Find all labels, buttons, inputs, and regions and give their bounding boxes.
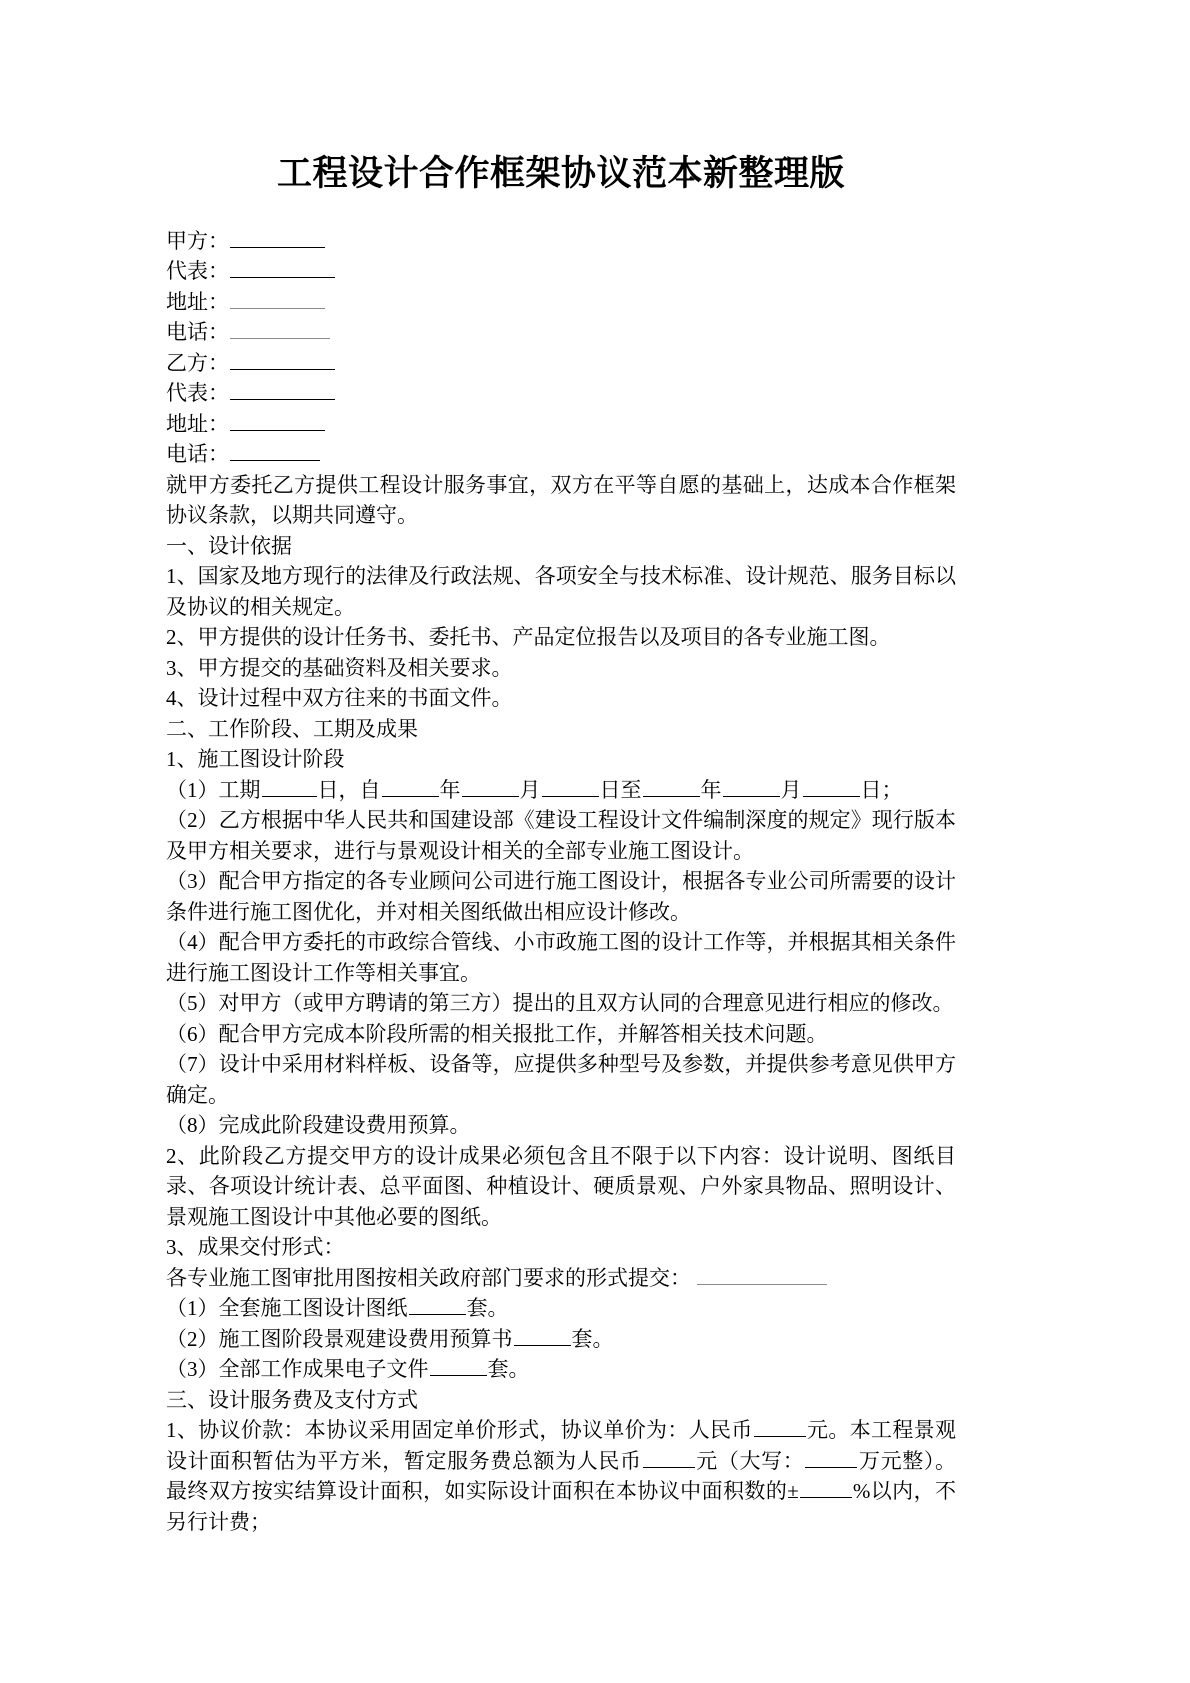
- party-field-blank[interactable]: [230, 257, 335, 278]
- duration-seg1: 日，自: [317, 777, 381, 802]
- end-year-blank[interactable]: [643, 776, 700, 797]
- duration-line: [166, 775, 956, 806]
- party-field-blank[interactable]: [230, 227, 325, 248]
- party-field-label: 电话：: [166, 320, 229, 345]
- party-field-row: [166, 409, 956, 440]
- delivery-item-line: [166, 1354, 956, 1385]
- party-field-label: 甲方：: [166, 228, 229, 253]
- party-field-row: [166, 439, 956, 470]
- delivery-item-suffix: 套。: [487, 1357, 530, 1382]
- price-clause-part5: %以内，不另行计费；: [166, 1479, 956, 1534]
- party-field-blank[interactable]: [230, 410, 325, 431]
- end-day-blank[interactable]: [803, 776, 860, 797]
- delivery-item-prefix: （1）全套施工图设计图纸: [166, 1296, 408, 1321]
- duration-prefix: （1）工期: [166, 777, 261, 802]
- section-2-subitem: （3）配合甲方指定的各专业顾问公司进行施工图设计，根据各专业公司所需要的设计条件进行施工图优化，并对相关图纸做出相应设计修改。: [166, 869, 956, 924]
- price-clause-part3: 元（大写：: [695, 1448, 805, 1473]
- duration-seg4: 日至: [599, 777, 642, 802]
- duration-seg3: 月: [519, 777, 541, 802]
- start-month-blank[interactable]: [462, 776, 519, 797]
- party-field-blank[interactable]: [230, 440, 320, 461]
- delivery-form-line: [166, 1263, 956, 1294]
- party-field-label: 代表：: [166, 381, 229, 406]
- party-field-row: [166, 287, 956, 318]
- party-field-blank[interactable]: [230, 349, 335, 370]
- section-2-item: 1、施工图设计阶段: [166, 747, 345, 772]
- price-clause-part1: 1、协议价款：本协议采用固定单价形式，协议单价为：人民币: [166, 1418, 753, 1443]
- delivery-item-count-blank[interactable]: [409, 1294, 466, 1315]
- section-2-subitem: （4）配合甲方委托的市政综合管线、小市政施工图的设计工作等，并根据其相关条件进行施工图设计工作等相关事宜。: [166, 930, 956, 985]
- delivery-item-count-blank[interactable]: [430, 1355, 487, 1376]
- section-heading-2: 二、工作阶段、工期及成果: [166, 716, 418, 741]
- party-field-label: 地址：: [166, 289, 229, 314]
- area-tolerance-blank[interactable]: [800, 1477, 852, 1498]
- start-day-blank[interactable]: [542, 776, 599, 797]
- section-2-subitem: （2）乙方根据中华人民共和国建设部《建设工程设计文件编制深度的规定》现行版本及甲方相关要求，进行与景观设计相关的全部专业施工图设计。: [166, 808, 956, 863]
- section-1-item: 3、甲方提交的基础资料及相关要求。: [166, 655, 513, 680]
- party-information-block: [166, 226, 956, 470]
- party-field-row: [166, 378, 956, 409]
- section-1-item: 4、设计过程中双方往来的书面文件。: [166, 686, 513, 711]
- section-1-item: 1、国家及地方现行的法律及行政法规、各项安全与技术标准、设计规范、服务目标以及协议的相关规定。: [166, 564, 956, 619]
- document-body: [166, 470, 956, 1538]
- duration-suffix: 日；: [860, 777, 903, 802]
- party-field-label: 代表：: [166, 259, 229, 284]
- section-1-item: 2、甲方提供的设计任务书、委托书、产品定位报告以及项目的各专业施工图。: [166, 625, 891, 650]
- party-field-row: [166, 256, 956, 287]
- price-clause-paragraph: [166, 1415, 956, 1537]
- unit-price-blank[interactable]: [754, 1416, 806, 1437]
- delivery-heading: 3、成果交付形式：: [166, 1235, 345, 1260]
- total-fee-blank[interactable]: [643, 1447, 695, 1468]
- duration-seg2: 年: [439, 777, 461, 802]
- party-field-blank[interactable]: [230, 379, 335, 400]
- section-2-subitem: （6）配合甲方完成本阶段所需的相关报批工作，并解答相关技术问题。: [166, 1021, 828, 1046]
- party-field-row: [166, 317, 956, 348]
- section-heading-3: 三、设计服务费及支付方式: [166, 1387, 418, 1412]
- duration-seg6: 月: [780, 777, 802, 802]
- section-2-subitem: （8）完成此阶段建设费用预算。: [166, 1113, 471, 1138]
- price-clause-part2: 元。本工程景观设计面积暂估为平方米，暂定服务费总额为人民币: [166, 1418, 957, 1473]
- section-heading-1: 一、设计依据: [166, 533, 292, 558]
- duration-seg5: 年: [700, 777, 722, 802]
- party-field-row: [166, 348, 956, 379]
- party-field-row: [166, 226, 956, 257]
- delivery-item-line: [166, 1324, 956, 1355]
- delivery-item-suffix: 套。: [466, 1296, 509, 1321]
- end-month-blank[interactable]: [723, 776, 780, 797]
- delivery-form-blank[interactable]: [697, 1264, 827, 1285]
- page-title: 工程设计合作框架协议范本新整理版: [276, 154, 845, 193]
- start-year-blank[interactable]: [382, 776, 439, 797]
- delivery-form-prefix: 各专业施工图审批用图按相关政府部门要求的形式提交：: [166, 1265, 691, 1290]
- document-content: [166, 0, 956, 1537]
- delivery-item-line: [166, 1293, 956, 1324]
- preamble-paragraph: 就甲方委托乙方提供工程设计服务事宜，双方在平等自愿的基础上，达成本合作框架协议条款，以期共同遵守。: [166, 472, 956, 528]
- delivery-item-prefix: （3）全部工作成果电子文件: [166, 1357, 429, 1382]
- party-field-label: 电话：: [166, 442, 229, 467]
- party-field-label: 地址：: [166, 411, 229, 436]
- section-2-subitem: （7）设计中采用材料样板、设备等，应提供多种型号及参数，并提供参考意见供甲方确定。: [166, 1052, 956, 1107]
- party-field-label: 乙方：: [166, 350, 229, 375]
- delivery-item-count-blank[interactable]: [514, 1325, 571, 1346]
- deliverable-paragraph: 2、此阶段乙方提交甲方的设计成果必须包含且不限于以下内容：设计说明、图纸目录、各项设计统计表、总平面图、种植设计、硬质景观、户外家具物品、照明设计、景观施工图设计中其他必要的图纸。: [166, 1143, 956, 1229]
- price-clause-part4: 万元整）。最终双方按实结算设计面积，如实际设计面积在本协议中面积数的±: [166, 1448, 957, 1504]
- party-field-blank[interactable]: [230, 318, 330, 339]
- delivery-item-suffix: 套。: [571, 1326, 614, 1351]
- party-field-blank[interactable]: [230, 288, 325, 309]
- delivery-item-prefix: （2）施工图阶段景观建设费用预算书: [166, 1326, 513, 1351]
- duration-days-blank[interactable]: [262, 776, 317, 797]
- section-2-subitem: （5）对甲方（或甲方聘请的第三方）提出的且双方认同的合理意见进行相应的修改。: [166, 991, 954, 1016]
- total-fee-words-blank[interactable]: [805, 1447, 857, 1468]
